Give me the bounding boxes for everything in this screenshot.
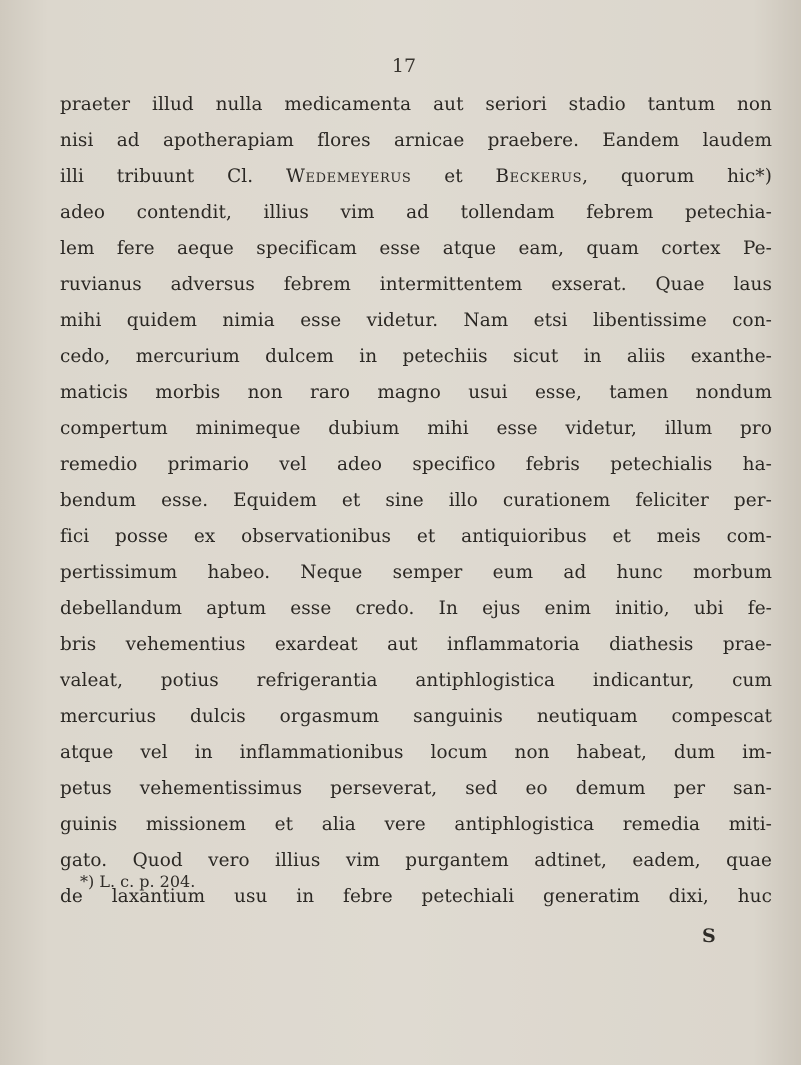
text-line: de laxantium usu in febre petechiali generatim dixi, huc <box>60 886 772 907</box>
text-line: illi tribuunt Cl. Wedemeyerus et Beckerus, quorum hic*) <box>60 166 772 187</box>
text-line: compertum minimeque dubium mihi esse videtur, illum pro <box>60 418 772 439</box>
text-line: valeat, potius refrigerantia antiphlogistica indicantur, cum <box>60 670 772 691</box>
text-line: fici posse ex observationibus et antiquioribus et meis com- <box>60 526 772 547</box>
signature-mark: S <box>702 925 716 947</box>
author-name: Beckerus <box>495 166 583 187</box>
footnote: *) L. c. p. 204. <box>80 872 196 891</box>
text-line: gato. Quod vero illius vim purgantem adtinet, eadem, quae <box>60 850 772 871</box>
text-line: guinis missionem et alia vere antiphlogistica remedia miti- <box>60 814 772 835</box>
text-line: debellandum aptum esse credo. In ejus enim initio, ubi fe- <box>60 598 772 619</box>
text-line: nisi ad apotherapiam flores arnicae praebere. Eandem laudem <box>60 130 772 151</box>
text-line: atque vel in inflammationibus locum non habeat, dum im- <box>60 742 772 763</box>
page-number: 17 <box>391 55 417 77</box>
author-name: Wedemeyerus <box>286 166 412 187</box>
text-line: ruvianus adversus febrem intermittentem exserat. Quae laus <box>60 274 772 295</box>
text-line: adeo contendit, illius vim ad tollendam febrem petechia- <box>60 202 772 223</box>
text-line: mercurius dulcis orgasmum sanguinis neutiquam compescat <box>60 706 772 727</box>
text-line: bendum esse. Equidem et sine illo curationem feliciter per- <box>60 490 772 511</box>
text-line: cedo, mercurium dulcem in petechiis sicut in aliis exanthe- <box>60 346 772 367</box>
text-line: pertissimum habeo. Neque semper eum ad hunc morbum <box>60 562 772 583</box>
body-text <box>60 87 772 915</box>
text-line: bris vehementius exardeat aut inflammatoria diathesis prae- <box>60 634 772 655</box>
text-line: praeter illud nulla medicamenta aut seriori stadio tantum non <box>60 94 772 115</box>
text-line: petus vehementissimus perseverat, sed eo demum per san- <box>60 778 772 799</box>
text-line: remedio primario vel adeo specifico febris petechialis ha- <box>60 454 772 475</box>
text-line: lem fere aeque specificam esse atque eam, quam cortex Pe- <box>60 238 772 259</box>
text-line: maticis morbis non raro magno usui esse, tamen nondum <box>60 382 772 403</box>
text-line: mihi quidem nimia esse videtur. Nam etsi libentissime con- <box>60 310 772 331</box>
